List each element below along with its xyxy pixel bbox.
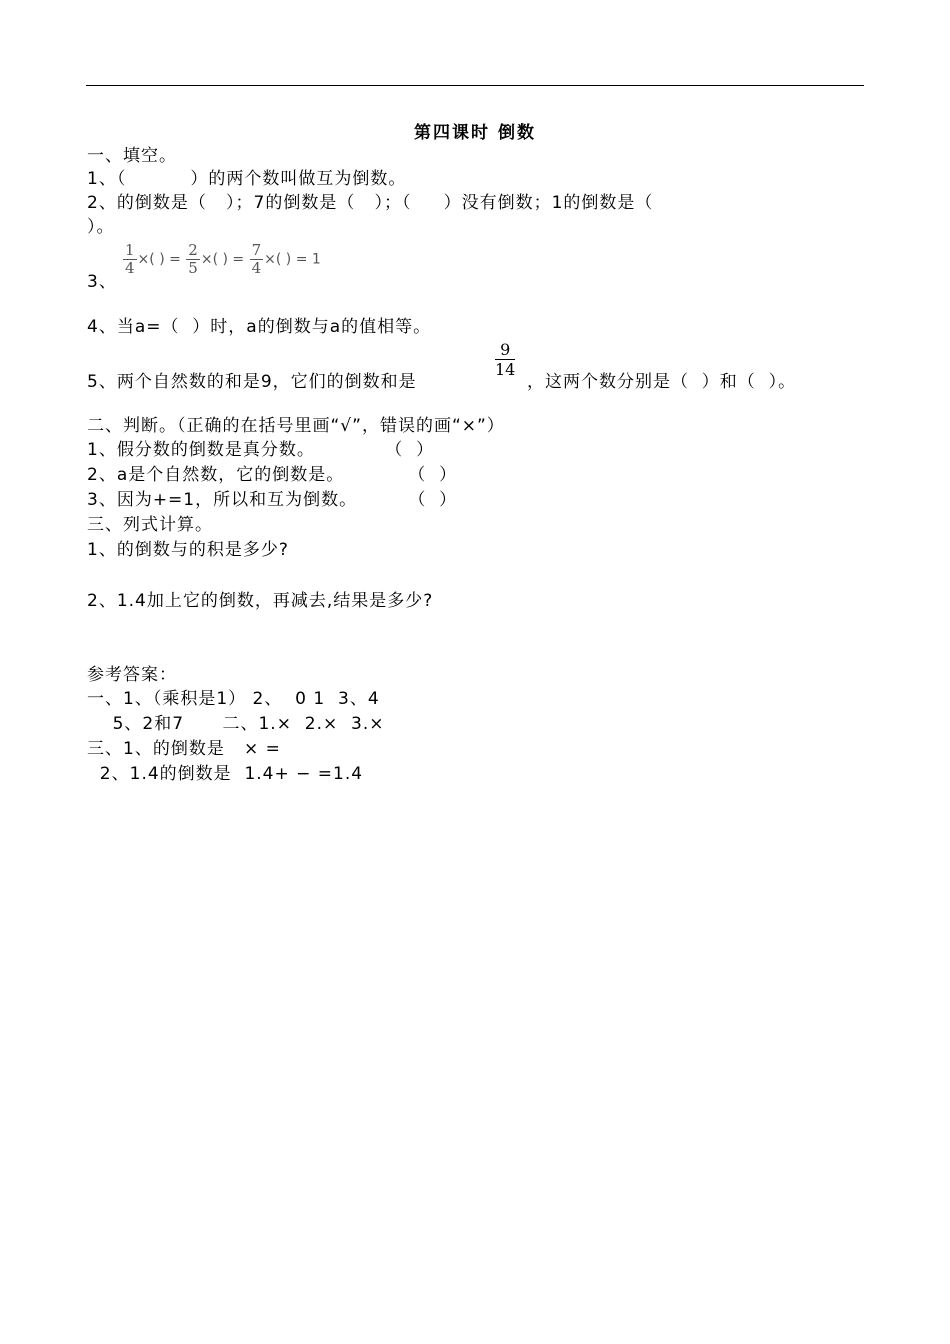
expr-part-1: ×( ) = [137, 251, 181, 268]
question-1-3-expression [122, 242, 321, 277]
section3-heading: 三、列式计算。 [87, 515, 213, 535]
fraction-9-14: $\frac{9}{14}$ [495, 340, 516, 379]
section1-heading: 一、填空。 [87, 146, 177, 166]
question-1-2: 2、的倒数是（ ）；7的倒数是（ ）；（ ）没有倒数；1的倒数是（ [87, 193, 654, 213]
fraction-1: $\frac{1}{4}$ [125, 241, 135, 277]
answers-line-3: 三、1、的倒数是 × = [87, 739, 281, 759]
header-rule [86, 85, 864, 86]
fraction-2: $\frac{2}{5}$ [188, 241, 198, 277]
page-title: 第四课时 倒数 [414, 123, 536, 143]
question-2-1: 1、假分数的倒数是真分数。 （ ） [87, 440, 435, 460]
question-1-5: 5、两个自然数的和是9，它们的倒数和是 [87, 372, 417, 392]
question-1-3-label: 3、 [87, 272, 117, 292]
expr-part-2: ×( ) = [200, 251, 245, 268]
question-1-1: 1、（ ）的两个数叫做互为倒数。 [87, 169, 407, 189]
answers-line-1: 一、1、（乘积是1） 2、 0 1 3、4 [87, 689, 380, 709]
question-3-1: 1、的倒数与的积是多少? [87, 540, 289, 560]
question-2-2: 2、a是个自然数，它的倒数是。 （ ） [87, 465, 458, 485]
answers-line-4: 2、1.4的倒数是 1.4+ − =1.4 [87, 764, 364, 784]
answers-line-2: 5、2和7 二、1.× 2.× 3.× [87, 714, 385, 734]
fraction-3: $\frac{7}{4}$ [251, 241, 262, 277]
question-1-5-tail: ，这两个数分别是（ ）和（ ）。 [527, 372, 797, 392]
question-2-3: 3、因为+=1，所以和互为倒数。 （ ） [87, 490, 458, 510]
expr-part-3: ×( ) = 1 [264, 251, 321, 268]
answers-heading: 参考答案： [87, 665, 177, 685]
question-3-2: 2、1.4加上它的倒数，再减去,结果是多少? [87, 591, 434, 611]
question-1-2-cont: ）。 [87, 217, 115, 237]
section2-heading: 二、判断。（正确的在括号里画“√”，错误的画“×”） [87, 416, 505, 436]
question-1-4: 4、当a=（ ）时，a的倒数与a的值相等。 [87, 317, 432, 337]
